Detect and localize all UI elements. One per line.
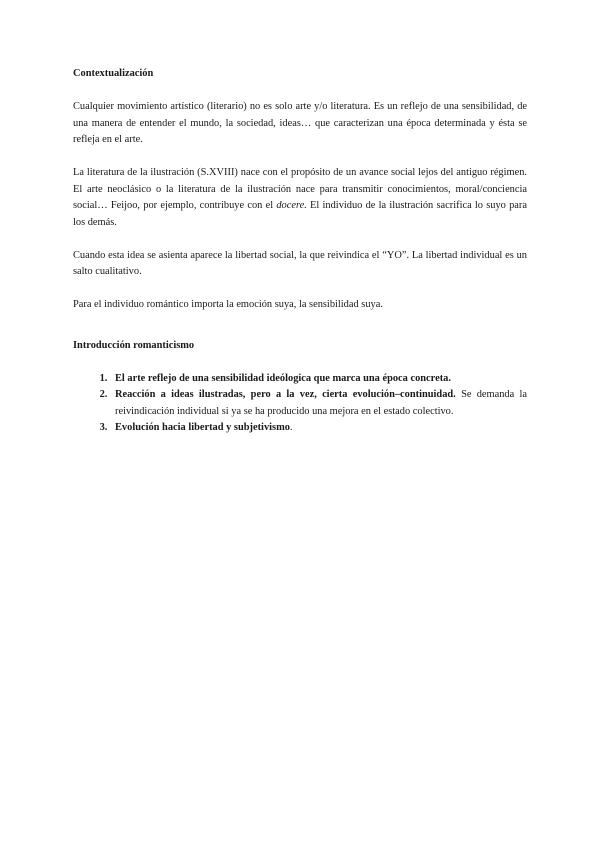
paragraph-3: Cuando esta idea se asienta aparece la libertad social, la que reivindica el “YO”. La libertad individual es un salto cualitativo. [73,249,527,277]
list-item [110,387,527,420]
list-item-bold: Reacción a ideas ilustradas, pero a la vez, cierta evolución–continuidad. [115,389,456,400]
paragraph-2-italic-docere: docere. [276,200,307,211]
list-item [110,420,527,437]
section-heading-contextualizacion: Contextualización [73,68,154,79]
paragraph-1: Cualquier movimiento artístico (literario) no es solo arte y/o literatura. Es un reflejo de una sensibilidad, de una manera de entender el mundo, la sociedad, ideas… que caracterizan una época determinada y ésta se refleja en el arte. [73,101,527,145]
list-item-bold: Evolución hacia libertad y subjetivismo [115,422,290,433]
numbered-list [73,371,527,437]
paragraph-4: Para el individuo romántico importa la emoción suya, la sensibilidad suya. [73,299,383,310]
paragraph-2 [73,165,527,231]
document-page [73,66,527,437]
paragraph-2-text-a: La literatura de la ilustración (S.XVIII) nace con el propósito de un avance social lejos del antiguo régimen. El arte neoclásico o la literatura de la ilustración nace para transmitir conocimientos, moral/conciencia social… Feijoo, por ejemplo, contribuye con el [73,167,527,211]
list-item [110,371,527,388]
paragraph-2-text-b: El individuo de la ilustración sacrifica lo suyo para los demás. [73,200,527,228]
list-item-bold: El arte reflejo de una sensibilidad ideólogica que marca una época concreta. [115,372,451,384]
list-item-text: . [289,422,293,433]
list-item-text: Se demanda la reivindicación individual si ya se ha producido una mejora en el estado colectivo. [115,389,528,417]
section-heading-introduccion: Introducción romanticismo [73,339,195,351]
